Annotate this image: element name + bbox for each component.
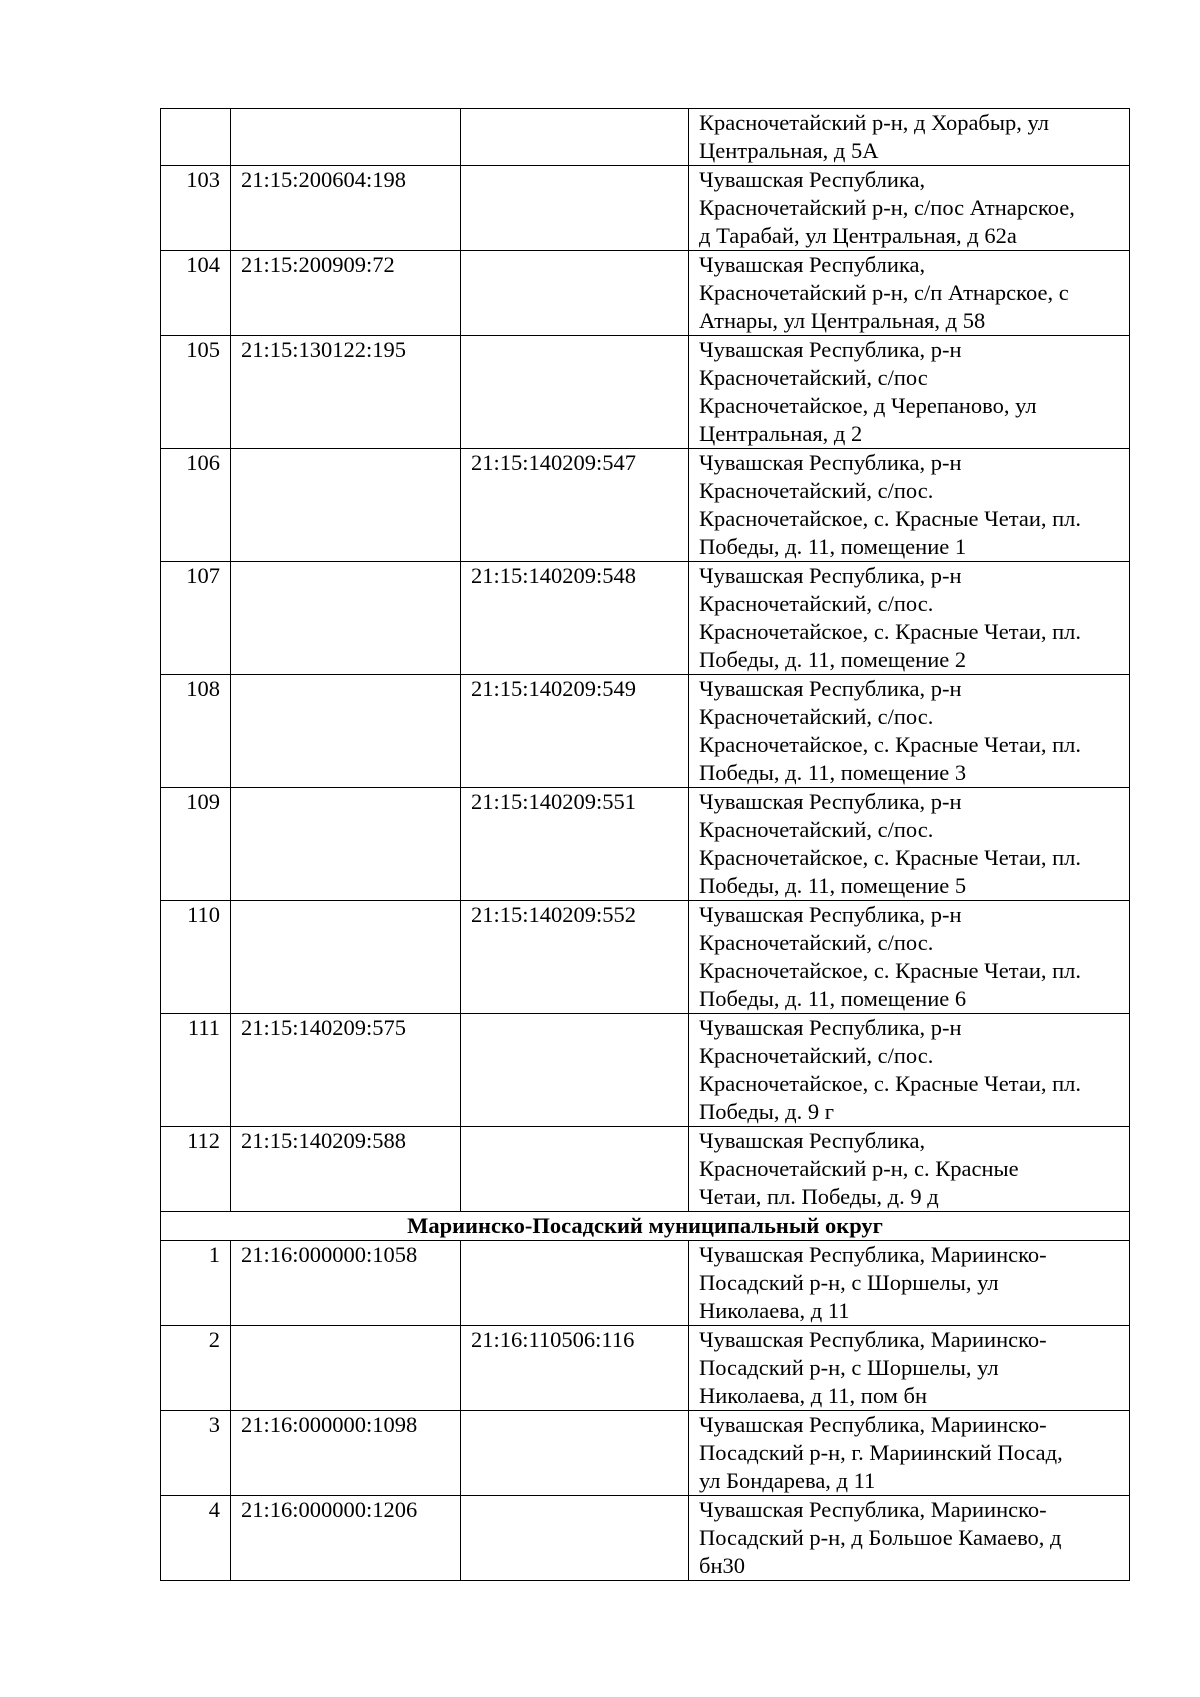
table-row	[161, 1411, 1130, 1496]
address-line: Чувашская Республика, р-н	[699, 1015, 962, 1040]
cadastral-number-premises	[461, 1411, 689, 1496]
address-line: Чувашская Республика, Мариинско-	[699, 1412, 1047, 1437]
address-cell	[689, 562, 1130, 675]
cadastral-number-premises	[461, 1496, 689, 1581]
table-row	[161, 336, 1130, 449]
address-line: Красночетайский, с/пос.	[699, 591, 934, 616]
address-line: Чувашская Республика, р-н	[699, 676, 962, 701]
address-line: Победы, д. 11, помещение 2	[699, 647, 967, 672]
address-line: Красночетайский, с/пос.	[699, 704, 934, 729]
row-number: 111	[161, 1014, 231, 1127]
address-line: Красночетайский, с/пос.	[699, 817, 934, 842]
address-line: Чувашская Республика, р-н	[699, 450, 962, 475]
address-line: Победы, д. 11, помещение 6	[699, 986, 967, 1011]
address-line: Чувашская Республика, р-н	[699, 563, 962, 588]
table-row	[161, 166, 1130, 251]
cadastral-number-premises	[461, 166, 689, 251]
address-line: Посадский р-н, г. Мариинский Посад,	[699, 1440, 1063, 1465]
address-line: Центральная, д 2	[699, 421, 863, 446]
address-cell	[689, 109, 1130, 166]
cadastral-number-premises: 21:15:140209:551	[461, 788, 689, 901]
address-line: Посадский р-н, д Большое Камаево, д	[699, 1525, 1062, 1550]
address-line: Центральная, д 5А	[699, 138, 879, 163]
cadastral-number-premises	[461, 251, 689, 336]
cadastral-number-land: 21:16:000000:1098	[231, 1411, 461, 1496]
cadastral-number-premises	[461, 1241, 689, 1326]
address-line: Чувашская Республика, Мариинско-	[699, 1327, 1047, 1352]
address-line: Чувашская Республика, р-н	[699, 902, 962, 927]
address-line: Посадский р-н, с Шоршелы, ул	[699, 1270, 999, 1295]
table-row	[161, 675, 1130, 788]
address-cell	[689, 1127, 1130, 1212]
row-number: 1	[161, 1241, 231, 1326]
row-number: 106	[161, 449, 231, 562]
cadastral-number-premises	[461, 336, 689, 449]
cadastral-number-land: 21:15:130122:195	[231, 336, 461, 449]
address-line: Чувашская Республика, р-н	[699, 337, 962, 362]
address-line: Красночетайское, д Черепаново, ул	[699, 393, 1037, 418]
address-line: Николаева, д 11, пом бн	[699, 1383, 927, 1408]
cadastral-number-land	[231, 675, 461, 788]
cadastral-number-premises: 21:15:140209:549	[461, 675, 689, 788]
cadastral-number-land: 21:15:200604:198	[231, 166, 461, 251]
address-cell	[689, 251, 1130, 336]
section-header-row	[161, 1212, 1130, 1241]
table-row	[161, 109, 1130, 166]
cadastral-number-land: 21:16:000000:1058	[231, 1241, 461, 1326]
table-row	[161, 562, 1130, 675]
table-body-mariinsko-posadsky	[161, 1241, 1130, 1581]
address-line: Красночетайский, с/пос.	[699, 1043, 934, 1068]
address-line: Красночетайский, с/пос	[699, 365, 928, 390]
address-line: Победы, д. 9 г	[699, 1099, 834, 1124]
cadastral-number-premises: 21:16:110506:116	[461, 1326, 689, 1411]
address-line: Красночетайское, с. Красные Четаи, пл.	[699, 845, 1082, 870]
row-number: 105	[161, 336, 231, 449]
section-header-group	[161, 1212, 1130, 1241]
cadastral-number-premises	[461, 109, 689, 166]
cadastral-number-land	[231, 1326, 461, 1411]
address-cell	[689, 1411, 1130, 1496]
address-line: Посадский р-н, с Шоршелы, ул	[699, 1355, 999, 1380]
table-row	[161, 1014, 1130, 1127]
address-cell	[689, 166, 1130, 251]
address-cell	[689, 1014, 1130, 1127]
address-line: Красночетайское, с. Красные Четаи, пл.	[699, 1071, 1082, 1096]
address-line: бн30	[699, 1553, 745, 1578]
address-line: Атнары, ул Центральная, д 58	[699, 308, 986, 333]
table-row	[161, 251, 1130, 336]
address-line: Победы, д. 11, помещение 3	[699, 760, 967, 785]
cadastral-number-premises: 21:15:140209:548	[461, 562, 689, 675]
address-line: Красночетайский р-н, с/пос Атнарское,	[699, 195, 1075, 220]
cadastral-number-land: 21:15:140209:575	[231, 1014, 461, 1127]
address-line: Чувашская Республика,	[699, 1128, 926, 1153]
address-line: Красночетайское, с. Красные Четаи, пл.	[699, 506, 1082, 531]
cadastral-number-land	[231, 109, 461, 166]
address-cell	[689, 336, 1130, 449]
table-row	[161, 449, 1130, 562]
address-line: Красночетайский р-н, с. Красные	[699, 1156, 1019, 1181]
cadastral-number-premises: 21:15:140209:552	[461, 901, 689, 1014]
address-line: Красночетайский, с/пос.	[699, 930, 934, 955]
row-number: 108	[161, 675, 231, 788]
address-line: Чувашская Республика, р-н	[699, 789, 962, 814]
address-line: Николаева, д 11	[699, 1298, 850, 1323]
cadastral-number-land: 21:15:200909:72	[231, 251, 461, 336]
address-line: Чувашская Республика,	[699, 167, 926, 192]
table-row	[161, 901, 1130, 1014]
cadastral-number-land	[231, 449, 461, 562]
address-cell	[689, 1326, 1130, 1411]
property-register-table	[160, 108, 1130, 1581]
address-line: Красночетайское, с. Красные Четаи, пл.	[699, 958, 1082, 983]
cadastral-number-premises: 21:15:140209:547	[461, 449, 689, 562]
row-number: 104	[161, 251, 231, 336]
table-row	[161, 1127, 1130, 1212]
section-title: Мариинско-Посадский муниципальный округ	[161, 1212, 1130, 1241]
address-line: Чувашская Республика, Мариинско-	[699, 1497, 1047, 1522]
address-cell	[689, 901, 1130, 1014]
address-cell	[689, 449, 1130, 562]
table-row	[161, 1326, 1130, 1411]
cadastral-number-premises	[461, 1127, 689, 1212]
address-line: Красночетайское, с. Красные Четаи, пл.	[699, 732, 1082, 757]
address-line: Чувашская Республика,	[699, 252, 926, 277]
address-cell	[689, 1496, 1130, 1581]
address-line: Красночетайский р-н, д Хорабыр, ул	[699, 110, 1049, 135]
row-number: 107	[161, 562, 231, 675]
address-cell	[689, 675, 1130, 788]
row-number: 2	[161, 1326, 231, 1411]
row-number: 4	[161, 1496, 231, 1581]
address-line: Победы, д. 11, помещение 5	[699, 873, 967, 898]
address-line: Красночетайский р-н, с/п Атнарское, с	[699, 280, 1069, 305]
address-line: Красночетайский, с/пос.	[699, 478, 934, 503]
address-cell	[689, 788, 1130, 901]
address-line: Победы, д. 11, помещение 1	[699, 534, 967, 559]
cadastral-number-land: 21:15:140209:588	[231, 1127, 461, 1212]
row-number: 103	[161, 166, 231, 251]
row-number: 109	[161, 788, 231, 901]
row-number: 3	[161, 1411, 231, 1496]
cadastral-number-land	[231, 901, 461, 1014]
cadastral-number-land	[231, 562, 461, 675]
cadastral-number-land	[231, 788, 461, 901]
cadastral-number-premises	[461, 1014, 689, 1127]
table-row	[161, 1496, 1130, 1581]
address-cell	[689, 1241, 1130, 1326]
address-line: Четаи, пл. Победы, д. 9 д	[699, 1184, 939, 1209]
address-line: Чувашская Республика, Мариинско-	[699, 1242, 1047, 1267]
row-number: 110	[161, 901, 231, 1014]
address-line: д Тарабай, ул Центральная, д 62а	[699, 223, 1017, 248]
row-number: 112	[161, 1127, 231, 1212]
table-row	[161, 788, 1130, 901]
row-number	[161, 109, 231, 166]
address-line: Красночетайское, с. Красные Четаи, пл.	[699, 619, 1082, 644]
table-body-krasnochetaisky	[161, 109, 1130, 1212]
cadastral-number-land: 21:16:000000:1206	[231, 1496, 461, 1581]
table-row	[161, 1241, 1130, 1326]
address-line: ул Бондарева, д 11	[699, 1468, 876, 1493]
